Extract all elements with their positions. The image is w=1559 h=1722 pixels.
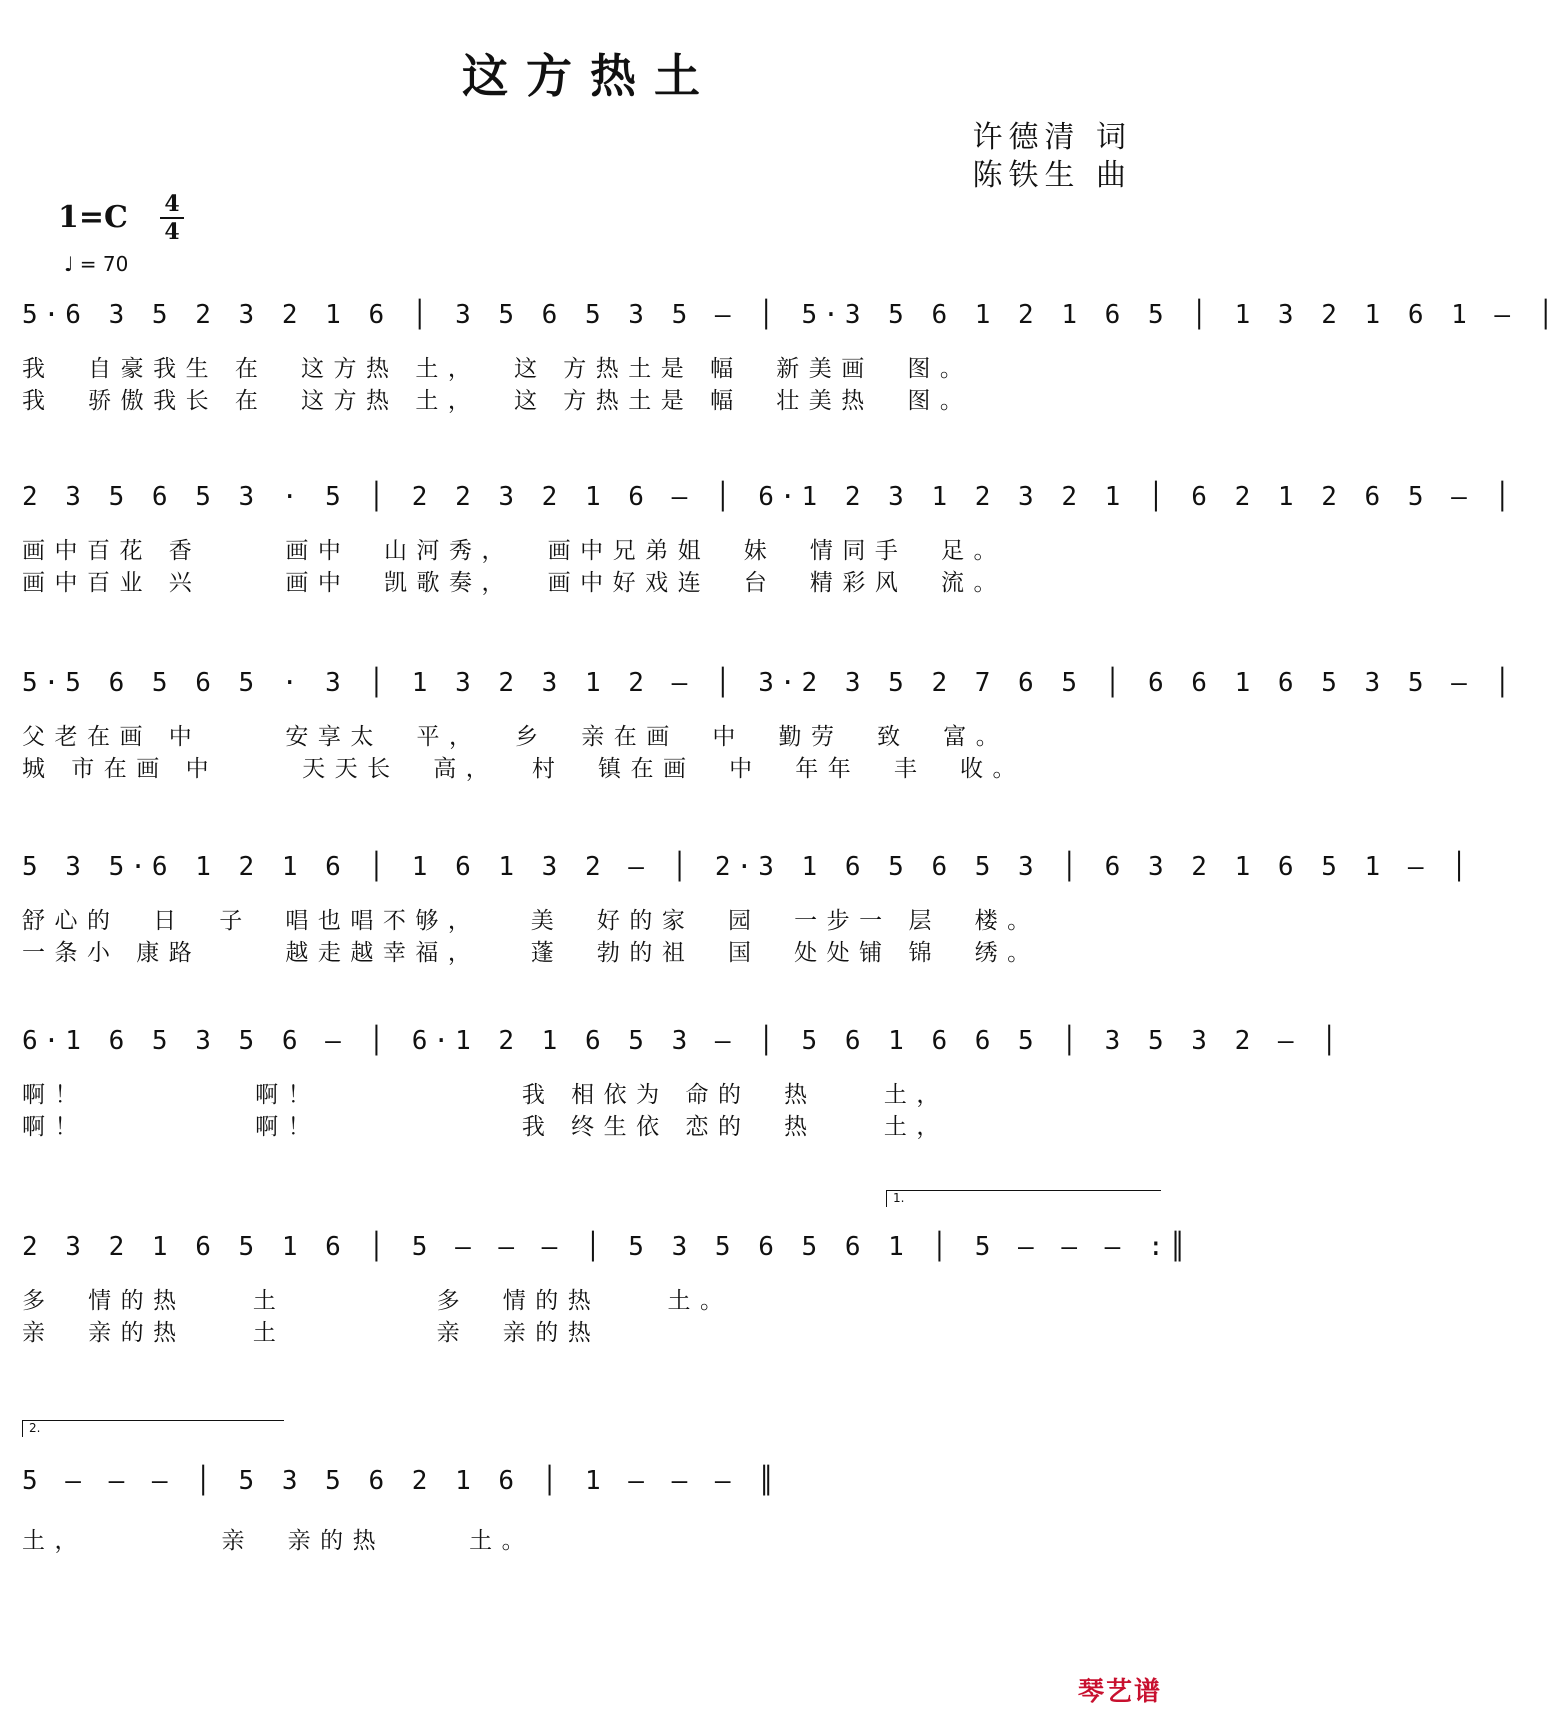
time-signature xyxy=(160,192,184,244)
notation-line: 5 – – – │ 5 3 5 6 2 1 6 │ 1 – – – ║ xyxy=(22,1466,780,1496)
lyric-verse-1: 多 情的热 土 多 情的热 土。 xyxy=(22,1288,733,1314)
lyric-verse-1: 画中百花 香 画中 山河秀， 画中兄弟姐 妹 情同手 足。 xyxy=(22,538,1006,564)
lyric-verse-2: 亲 亲的热 土 亲 亲的热 xyxy=(22,1320,601,1346)
lyric-verse-2: 我 骄傲我长 在 这方热 土， 这 方热土是 幅 壮美热 图。 xyxy=(22,388,973,414)
notation-line: 6·1 6 5 3 5 6 – │ 6·1 2 1 6 5 3 – │ 5 6 1 6 6 5 │ 3 5 3 2 – │ xyxy=(22,1026,1343,1056)
lyricist-credit: 许德清 词 xyxy=(972,120,1132,155)
lyric-verse-2: 画中百业 兴 画中 凯歌奏， 画中好戏连 台 精彩风 流。 xyxy=(22,570,1006,596)
lyric-verse-1: 啊！ 啊！ 我 相依为 命的 热 土， xyxy=(22,1082,949,1108)
key-signature: 1=C xyxy=(58,200,128,235)
volta-first-ending: 1. xyxy=(886,1190,1161,1207)
lyric-verse-2: 一条小 康路 越走越幸福， 蓬 勃的祖 国 处处铺 锦 绣。 xyxy=(22,940,1040,966)
tempo-marking: ♩ = 70 xyxy=(64,252,129,276)
lyric-verse-2: 啊！ 啊！ 我 终生依 恋的 热 土， xyxy=(22,1114,949,1140)
lyric-verse-2: 城 市在画 中 天天长 高， 村 镇在画 中 年年 丰 收。 xyxy=(22,756,1026,782)
notation-line: 5·5 6 5 6 5 · 3 │ 1 3 2 3 1 2 – │ 3·2 3 5 2 7 6 5 │ 6 6 1 6 5 3 5 – │ xyxy=(22,668,1517,698)
lyric-verse-1: 土， 亲 亲的热 土。 xyxy=(22,1528,535,1554)
notation-line: 2 3 2 1 6 5 1 6 │ 5 – – – │ 5 3 5 6 5 6 1 │ 5 – – – :║ xyxy=(22,1232,1192,1262)
notation-line: 5·6 3 5 2 3 2 1 6 │ 3 5 6 5 3 5 – │ 5·3 5 6 1 2 1 6 5 │ 1 3 2 1 6 1 – │ xyxy=(22,300,1559,330)
watermark-logo: 琴艺谱 xyxy=(1077,1677,1162,1707)
lyric-verse-1: 舒心的 日 子 唱也唱不够， 美 好的家 园 一步一 层 楼。 xyxy=(22,908,1040,934)
notation-line: 2 3 5 6 5 3 · 5 │ 2 2 3 2 1 6 – │ 6·1 2 3 1 2 3 2 1 │ 6 2 1 2 6 5 – │ xyxy=(22,482,1517,512)
notation-line: 5 3 5·6 1 2 1 6 │ 1 6 1 3 2 – │ 2·3 1 6 5 6 5 3 │ 6 3 2 1 6 5 1 – │ xyxy=(22,852,1473,882)
song-title: 这方热土 xyxy=(462,49,718,103)
time-signature-bottom: 4 xyxy=(164,219,180,245)
volta-second-ending: 2. xyxy=(22,1420,284,1437)
lyric-verse-1: 父老在画 中 安享太 平， 乡 亲在画 中 勤劳 致 富。 xyxy=(22,724,1009,750)
composer-credit: 陈铁生 曲 xyxy=(972,158,1132,193)
lyric-verse-1: 我 自豪我生 在 这方热 土， 这 方热土是 幅 新美画 图。 xyxy=(22,356,973,382)
time-signature-top: 4 xyxy=(164,191,180,217)
